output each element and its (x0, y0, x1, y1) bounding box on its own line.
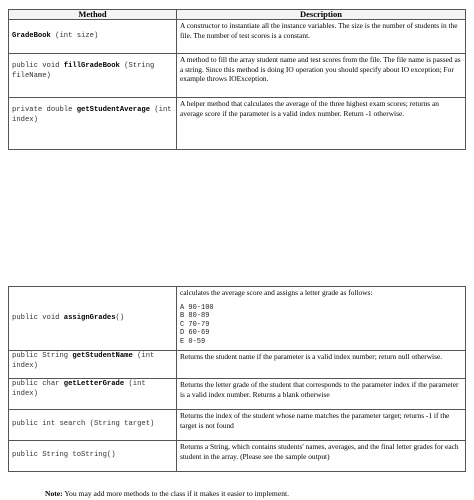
method-name: assignGrades (63, 313, 116, 322)
signature-suffix: (String fileName) (12, 62, 155, 80)
table-row (9, 379, 466, 410)
method-table-1 (8, 9, 466, 150)
method-name: getStudentName (72, 352, 133, 360)
signature-prefix: public void (12, 62, 64, 70)
table-row (9, 98, 466, 150)
method-description: Returns the student name if the parameter is a valid index number; return null otherwise. (177, 351, 466, 379)
table-header-row (9, 10, 466, 20)
grade-scale-item: B 80-89 (180, 312, 210, 321)
method-name: fillGradeBook (63, 62, 120, 70)
signature-suffix: (int index) (12, 352, 155, 370)
method-signature (9, 410, 177, 441)
method-table-2 (8, 286, 466, 472)
grade-scale-item: D 60-69 (180, 329, 210, 338)
table-row (9, 54, 466, 98)
method-signature (9, 98, 177, 150)
method-name: getLetterGrade (63, 380, 125, 388)
method-description: A constructor to instantiate all the instance variables. The size is the number of students in the file. The number of test scores is a constant. (177, 20, 466, 54)
header-description: Description (177, 10, 466, 20)
signature-prefix: private double (12, 106, 77, 114)
method-name: GradeBook (12, 31, 51, 40)
method-description: A helper method that calculates the average of the three highest exam scores; returns an average score if the parameter is a valid index number. Return -1 otherwise. (177, 98, 466, 150)
method-signature (9, 441, 177, 472)
note-label: Note: (45, 489, 63, 498)
grade-scale-item: A 90-100 (180, 303, 214, 312)
table-row (9, 351, 466, 379)
method-description: Returns the letter grade of the student that corresponds to the parameter index if the parameter is a valid index number. Returns a blank otherwise (177, 379, 466, 410)
signature-text: public int search (String target) (12, 420, 155, 429)
signature-prefix: public void (12, 313, 64, 322)
method-signature (9, 351, 177, 379)
header-method: Method (9, 10, 177, 20)
table-row (9, 441, 466, 472)
grade-scale-list (180, 304, 462, 347)
signature-suffix: () (115, 313, 125, 322)
signature-prefix: public char (12, 380, 64, 388)
method-name: getStudentAverage (76, 106, 151, 114)
table-row (9, 287, 466, 351)
signature-suffix: (int size) (50, 31, 99, 40)
method-signature (9, 20, 177, 54)
method-signature (9, 54, 177, 98)
method-signature (9, 379, 177, 410)
method-description (177, 287, 466, 351)
grade-scale-item: C 70-79 (180, 320, 210, 329)
signature-suffix: (int index) (12, 380, 146, 398)
signature-prefix: public String (12, 352, 73, 360)
note-text: You may add more methods to the class if it makes it easier to implement. (62, 489, 290, 498)
method-description: Returns a String, which contains students' names, averages, and the final letter grades for each student in the array. (Please see the sample output) (177, 441, 466, 472)
footnote (45, 489, 289, 498)
signature-suffix: (int index) (12, 106, 172, 124)
method-signature (9, 287, 177, 351)
description-text: calculates the average score and assigns a letter grade as follows: (180, 288, 373, 297)
grade-scale-item: E 0-59 (180, 337, 206, 346)
method-description: Returns the index of the student whose name matches the parameter target; returns -1 if the target is not found (177, 410, 466, 441)
table-row (9, 20, 466, 54)
signature-text: public String toString() (12, 451, 116, 460)
table-row (9, 410, 466, 441)
method-description: A method to fill the array student name and test scores from the file. The file name is passed as a string. Since this method is doing IO operation you should specify about IO exception; For example throws IOException. (177, 54, 466, 98)
